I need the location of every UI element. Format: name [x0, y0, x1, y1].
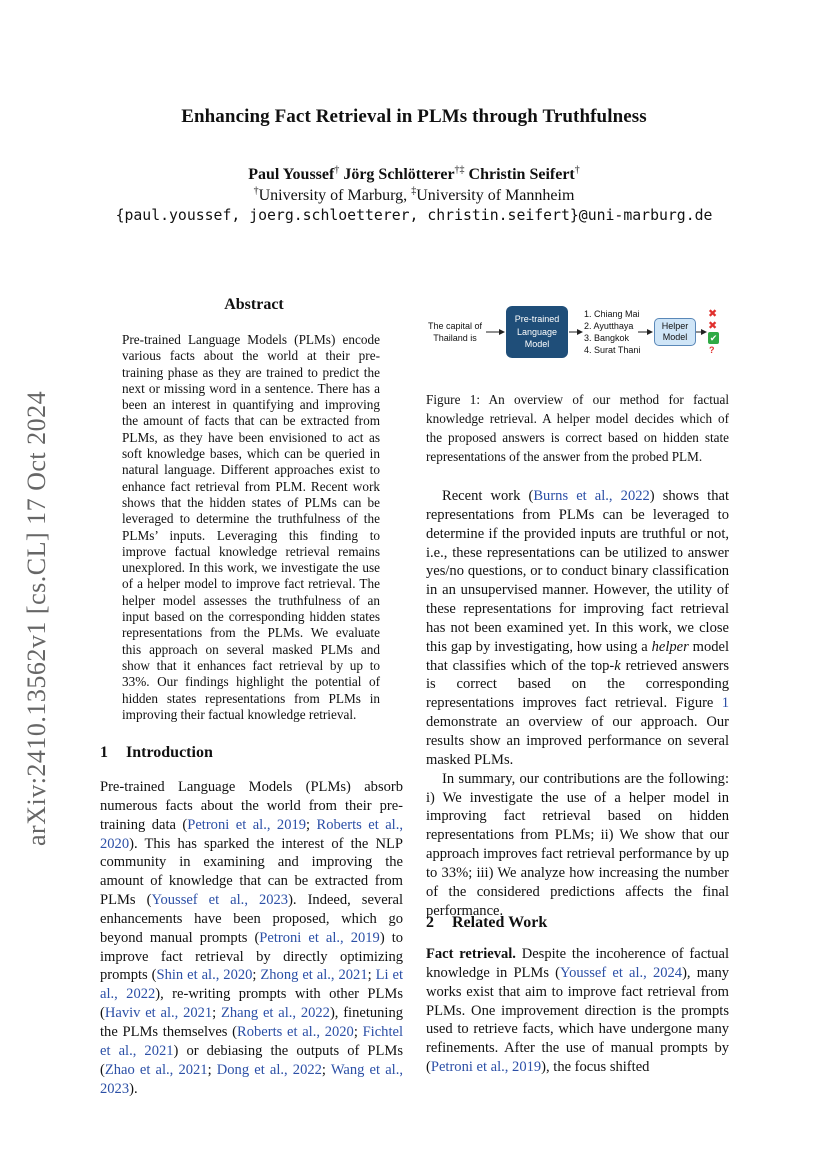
arxiv-identifier: arXiv:2410.13562v1 [cs.CL] 17 Oct 2024 — [22, 390, 51, 846]
figure-reference-link[interactable]: 1 — [721, 695, 729, 712]
question-mark-icon: ? — [709, 345, 715, 355]
citation-link[interactable]: Petroni et al., 2019 — [187, 816, 307, 833]
citation-link[interactable]: Li et al., 2022 — [100, 967, 403, 1003]
intro-paragraph: Pre-trained Language Models (PLMs) absorb numerous facts about the world from their pre-training data (Petroni et al., 2019; Roberts et al., 2020). This has sparked the interest of the NLP community in examining and improving the amount of knowledge that can be extracted from PLMs (Youssef et al., 2023). Indeed, several enhancements have been proposed, which go beyond manual prompts (Petroni et al., 2019) to improve fact retrieval by directly optimizing prompts (Shin et al., 2020; Zhong et al., 2021; Li et al., 2022), re-writing prompts with other PLMs (Haviv et al., 2021; Zhang et al., 2022), finetuning the PLMs themselves (Roberts et al., 2020; Fichtel et al., 2021) or debiasing the outputs of PLMs (Zhao et al., 2021; Dong et al., 2022; Wang et al., 2023). — [100, 779, 404, 1097]
author-mark: † — [574, 164, 580, 176]
check-icon: ✔ — [709, 333, 718, 343]
contributions-paragraph: In summary, our contributions are the following: i) We investigate the use of a helper model in improving fact retrieval based on hidden representations from PLMs; ii) We show that our approach improves fact retrieval performance by up to 33%; iii) We analyze how increasing the number of the considered predictions affects the final performance. — [426, 770, 729, 919]
affil-2: University of Mannheim — [416, 187, 575, 204]
author-emails: {paul.youssef, joerg.schloetterer, christin.seifert}@uni-marburg.de — [115, 207, 713, 224]
candidate-answer: 2. Ayutthaya — [584, 321, 634, 331]
citation-link[interactable]: Roberts et al., 2020 — [237, 1023, 354, 1040]
citation-link[interactable]: Youssef et al., 2024 — [560, 964, 683, 981]
citation-link[interactable]: Haviv et al., 2021 — [104, 1005, 213, 1022]
author-mark: † — [334, 164, 340, 176]
citation-link[interactable]: Wang et al., 2023 — [100, 1061, 403, 1097]
verdict-marks — [708, 308, 719, 356]
citation-link[interactable]: Zhong et al., 2021 — [260, 967, 368, 984]
section-heading-related-work — [426, 914, 547, 932]
section-title: Related Work — [452, 914, 548, 931]
figure-1-caption: Figure 1: An overview of our method for factual knowledge retrieval. A helper model decides which of the proposed answers is correct based on hidden state representations of the answer from the probed PLM. — [426, 392, 729, 464]
candidate-answer-list — [584, 308, 640, 356]
section-number: 1 — [100, 744, 108, 761]
cross-icon: ✖ — [708, 308, 718, 320]
related-work-paragraph: Fact retrieval. Despite the incoherence of factual knowledge in PLMs (Youssef et al., 2024), many works exist that aim to improve fact retrieval from PLMs. One improvement direction is the prompts used to retrieve facts, which have undergone many refinements. After the use of manual prompts by (Petroni et al., 2019), the focus shifted — [426, 946, 730, 1076]
section-number: 2 — [426, 914, 434, 931]
figure-1-diagram — [426, 300, 736, 362]
citation-link[interactable]: Petroni et al., 2019 — [259, 929, 380, 946]
citation-link[interactable]: Youssef et al., 2023 — [151, 892, 289, 909]
figure-input-text: The capital of Thailand is — [427, 321, 483, 343]
citation-link[interactable]: Zhao et al., 2021 — [104, 1061, 208, 1078]
section-title: Introduction — [126, 744, 213, 761]
section-heading-introduction — [100, 744, 213, 762]
abstract-heading: Abstract — [224, 296, 284, 313]
citation-link[interactable]: Fichtel et al., 2021 — [100, 1023, 403, 1059]
author-name: Paul Youssef — [248, 166, 335, 183]
affil-mark: † — [253, 185, 259, 197]
citation-link[interactable]: Petroni et al., 2019 — [430, 1059, 542, 1076]
citation-link[interactable]: Burns et al., 2022 — [533, 488, 650, 504]
cross-icon: ✖ — [708, 320, 718, 332]
citation-link[interactable]: Zhang et al., 2022 — [221, 1005, 330, 1022]
candidate-answer: 3. Bangkok — [584, 333, 630, 343]
abstract-text: Pre-trained Language Models (PLMs) encode various facts about the world at their pre-training phase as they are trained to predict the next or missing word in a sentence. There has a been an interest in quantifying and improving the amount of facts that can be extracted from PLMs, as they have been envisioned to act as soft knowledge bases, which can be queried in natural language. Different approaches exist to enhance fact retrieval from PLM. Recent work shows that the hidden states of PLMs can be leveraged to determine the truthfulness of the PLMs’ inputs. Leveraging this finding to improve factual knowledge retrieval remains unexplored. In this work, we investigate the use of a helper model to improve fact retrieval. The helper model assesses the truthfulness of an input based on the corresponding hidden states representations from the PLMs. We evaluate this approach on several masked PLMs and show that it enhances fact retrieval by up to 33%. Our findings highlight the potential of hidden states representations from PLMs in improving their factual knowledge retrieval. — [122, 332, 380, 722]
author-name: Jörg Schlötterer — [343, 166, 455, 183]
citation-link[interactable]: Shin et al., 2020 — [156, 967, 253, 984]
right-column-intro: Recent work (Burns et al., 2022) shows that representations from PLMs can be leveraged to determine if the provided inputs are truthful or not, i.e., these representations can be utilized to answer yes/no questions, or to conduct binary classification in an unsupervised manner. However, the utility of these representations for improving fact retrieval has not been examined yet. In this work, we close this gap by investigating, how using a helper model that classifies which of the top-k retrieved answers is correct based on the corresponding representations improves fact retrieval. Figure 1 demonstrate an overview of our approach. Our results show an improved performance on several masked PLMs. In summary, our contributions are the following: i) We investigate the use of a helper model in improving fact retrieval based on hidden representations from PLMs; ii) We show that our approach improves fact retrieval performance by up to 33%; iii) We analyze how increasing the number of the considered predictions affects the final performance. — [426, 488, 730, 919]
affil-1: University of Marburg, — [258, 187, 408, 204]
pretrained-language-model-box: Pre-trained Language Model — [506, 306, 568, 358]
affil-mark: ‡ — [411, 185, 417, 197]
helper-model-box: Helper Model — [654, 318, 696, 346]
candidate-answer: 1. Chiang Mai — [584, 309, 640, 319]
paragraph-lead: Fact retrieval. — [426, 946, 516, 962]
citation-link[interactable]: Roberts et al., 2020 — [100, 816, 403, 852]
paper-title: Enhancing Fact Retrieval in PLMs through Truthfulness — [181, 106, 647, 127]
citation-link[interactable]: Dong et al., 2022 — [216, 1061, 322, 1078]
affiliations — [0, 187, 828, 205]
candidate-answer: 4. Surat Thani — [584, 345, 641, 355]
author-list — [0, 166, 828, 184]
author-name: Christin Seifert — [468, 166, 575, 183]
author-mark: †‡ — [454, 164, 465, 176]
